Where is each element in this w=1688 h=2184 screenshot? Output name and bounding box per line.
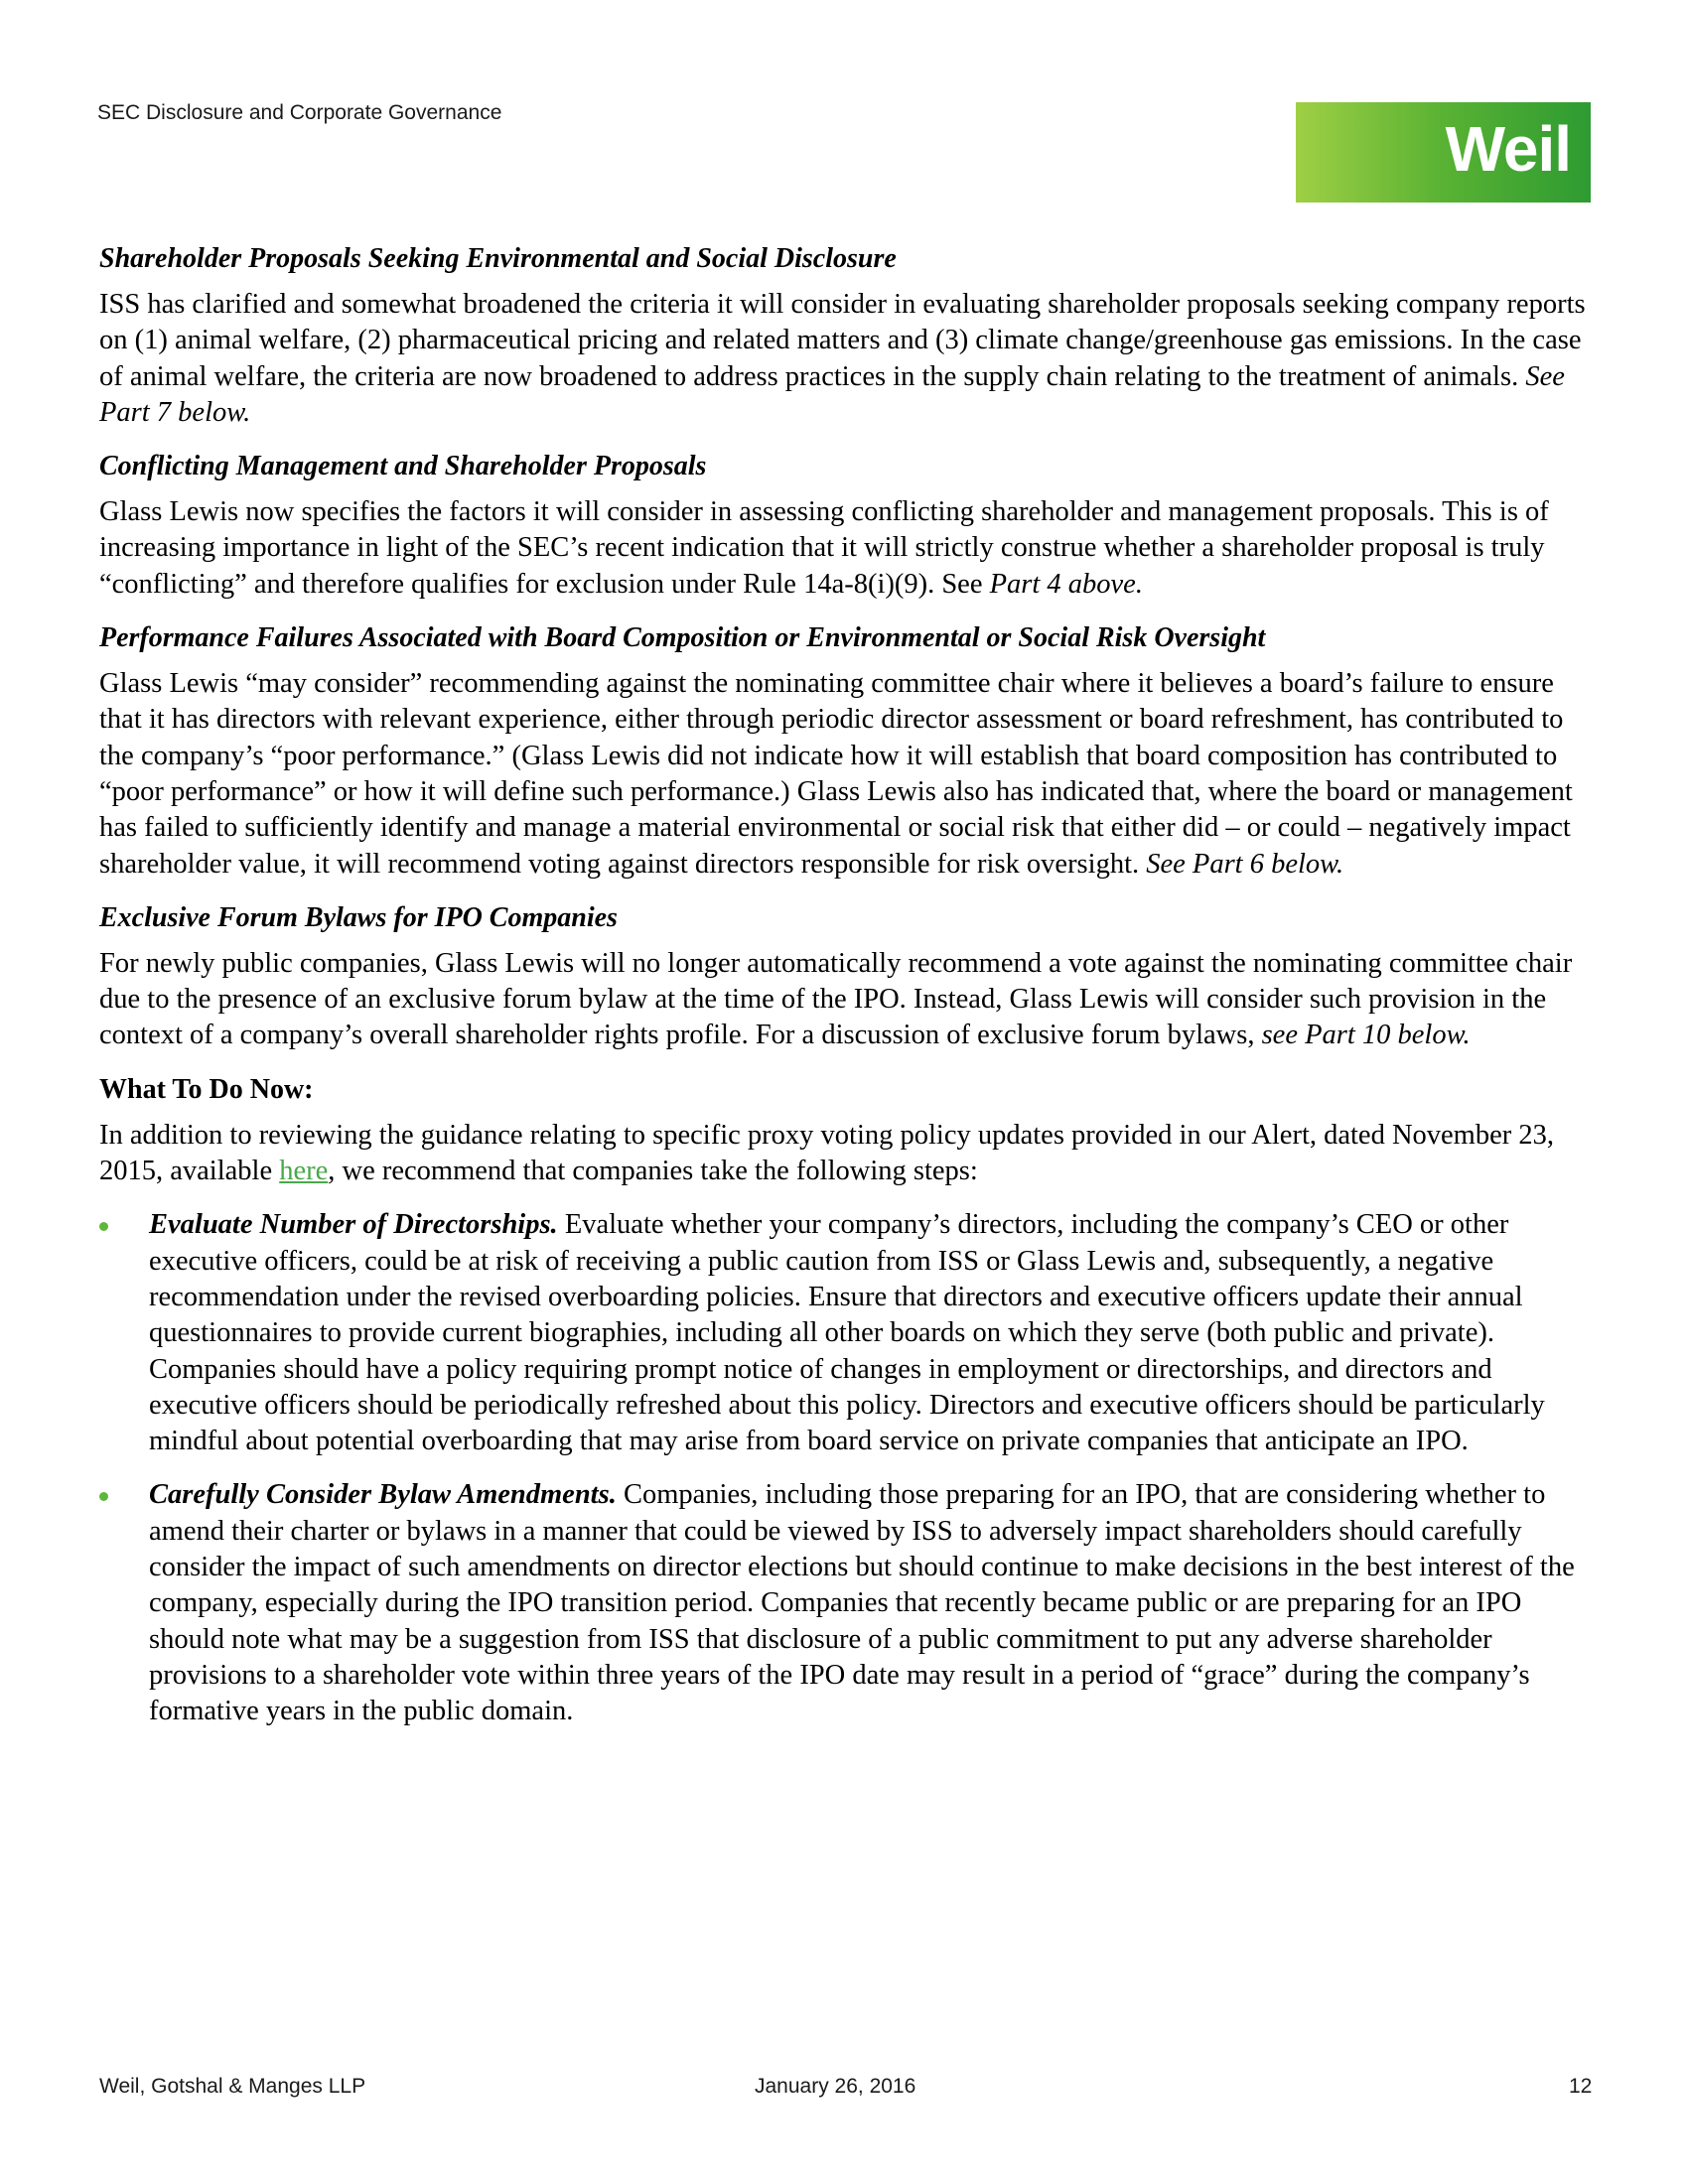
section-conflicting-proposals	[99, 449, 1589, 603]
cross-reference: see Part 10 below.	[1261, 1020, 1471, 1051]
page-body	[99, 241, 1589, 1748]
section-heading: Exclusive Forum Bylaws for IPO Companies	[99, 901, 618, 933]
section-exclusive-forum	[99, 900, 1589, 1054]
bullet-item-directorships	[99, 1207, 1589, 1459]
section-environmental-social	[99, 241, 1589, 431]
section-heading: Conflicting Management and Shareholder Proposals	[99, 451, 707, 482]
paragraph-text: For newly public companies, Glass Lewis will no longer automatically recommend a vote against the nominating committee chair due to the presence of an exclusive forum bylaw at the time of the IPO. Instead, Glass Lewis will consider such provision in the context of a company’s overall shareholder rights profile. For a discussion of exclusive forum bylaws,	[99, 947, 1573, 1051]
here-link[interactable]: here	[279, 1156, 329, 1187]
footer-page-number: 12	[1569, 2075, 1593, 2098]
section-paragraph	[99, 666, 1589, 883]
section-heading: Performance Failures Associated with Board Composition or Environmental or Social Risk Oversight	[99, 622, 1266, 654]
paragraph-text: Glass Lewis “may consider” recommending against the nominating committee chair where it believes a board’s failure to ensure that it has directors with relevant experience, either through periodic director assessment or board refreshment, has contributed to the company’s “poor performance.” (Glass Lewis did not indicate how it will establish that board composition has contributed to “poor performance” or how it will define such performance.) Glass Lewis also has indicated that, where the board or management has failed to sufficiently identify and manage a material environmental or social risk that either did – or could – negatively impact shareholder value, it will recommend voting against directors responsible for risk oversight.	[99, 668, 1573, 880]
section-performance-failures	[99, 620, 1589, 883]
weil-logo	[1296, 102, 1591, 203]
bullet-text: Companies, including those preparing for an IPO, that are considering whether to amend their charter or bylaws in a manner that could be viewed by ISS to adversely impact shareholders should carefully consider the impact of such amendments on director elections but should continue to make decisions in the best interest of the company, especially during the IPO transition period. Companies that recently became public or are preparing for an IPO should note what may be a suggestion from ISS that disclosure of a public commitment to put any adverse shareholder provisions to a shareholder vote within three years of the IPO date may result in a period of “grace” during the company’s formative years in the public domain.	[149, 1479, 1575, 1727]
what-to-do-heading: What To Do Now:	[99, 1073, 314, 1105]
footer-date: January 26, 2016	[755, 2075, 916, 2098]
intro-text: In addition to reviewing the guidance relating to specific proxy voting policy updates provided in our Alert, dated November 23, 2015, available	[99, 1119, 1554, 1187]
cross-reference: Part 4 above.	[989, 568, 1143, 600]
cross-reference: See Part 7 below.	[99, 360, 1565, 428]
bullet-text: Evaluate whether your company’s directors, including the company’s CEO or other executive officers, could be at risk of receiving a public caution from ISS or Glass Lewis and, subsequently, a negative recommendation under the revised overboarding policies. Ensure that directors and executive officers update their annual questionnaires to provide current biographies, including all other boards on which they serve (both public and private). Companies should have a policy requiring prompt notice of changes in employment or directorships, and directors and executive officers should be periodically refreshed about this policy. Directors and executive officers should be particularly mindful about potential overboarding that may arise from board service on private companies that anticipate an IPO.	[149, 1209, 1545, 1457]
intro-text-end: , we recommend that companies take the following steps:	[328, 1156, 978, 1187]
paragraph-text: ISS has clarified and somewhat broadened the criteria it will consider in evaluating shareholder proposals seeking company reports on (1) animal welfare, (2) pharmaceutical pricing and related matters and (3) climate change/greenhouse gas emissions. In the case of animal welfare, the criteria are now broadened to address practices in the supply chain relating to the treatment of animals.	[99, 289, 1586, 392]
what-to-do-intro	[99, 1118, 1589, 1190]
section-paragraph	[99, 946, 1589, 1054]
bullet-dot-icon	[99, 1492, 108, 1501]
cross-reference: See Part 6 below.	[1146, 848, 1344, 880]
bullet-lead: Evaluate Number of Directorships.	[149, 1209, 558, 1241]
section-heading: Shareholder Proposals Seeking Environmental and Social Disclosure	[99, 243, 897, 274]
running-header: SEC Disclosure and Corporate Governance	[97, 101, 502, 124]
logo-text: Weil	[1445, 113, 1571, 185]
section-paragraph	[99, 494, 1589, 603]
bullet-dot-icon	[99, 1222, 108, 1231]
paragraph-text: Glass Lewis now specifies the factors it will consider in assessing conflicting shareholder and management proposals. This is of increasing importance in light of the SEC’s recent indication that it will strictly construe whether a shareholder proposal is truly “conflicting” and therefore qualifies for exclusion under Rule 14a-8(i)(9). See	[99, 496, 1549, 600]
footer-firm: Weil, Gotshal & Manges LLP	[99, 2075, 366, 2098]
section-what-to-do	[99, 1072, 1589, 1730]
bullet-lead: Carefully Consider Bylaw Amendments.	[149, 1479, 617, 1511]
section-paragraph	[99, 287, 1589, 431]
bullet-item-bylaw-amendments	[99, 1477, 1589, 1729]
